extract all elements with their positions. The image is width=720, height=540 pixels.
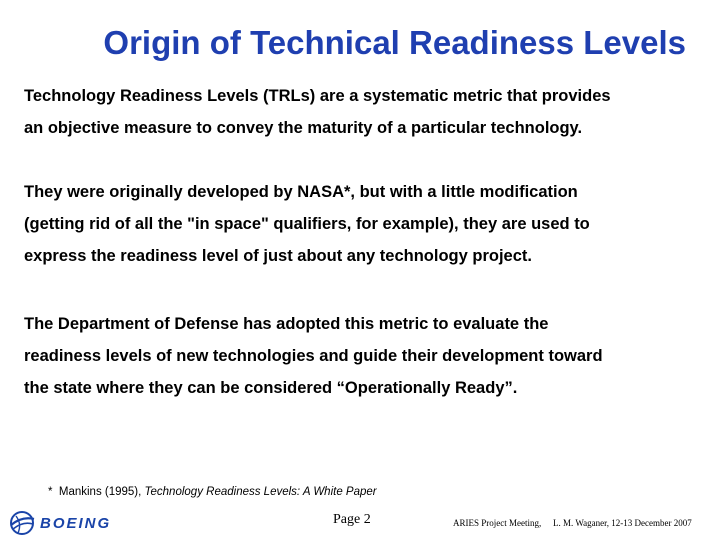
boeing-logo [8, 510, 111, 536]
page-number: Page 2 [333, 512, 371, 527]
footnote-work-title: Technology Readiness Levels: A White Paper [144, 486, 377, 498]
footnote [48, 486, 377, 498]
paragraph-line: express the readiness level of just about any technology project. [24, 247, 532, 265]
boeing-globe-icon [8, 510, 36, 536]
meeting-name: ARIES Project Meeting, [453, 518, 542, 528]
paragraph-dod-adoption [24, 308, 704, 404]
paragraph-nasa-origin [24, 176, 704, 272]
author-date: L. M. Waganer, 12-13 December 2007 [553, 518, 692, 528]
paragraph-line: (getting rid of all the "in space" qualifiers, for example), they are used to [24, 215, 590, 233]
boeing-logo-text: BOEING [40, 514, 112, 532]
paragraph-line: an objective measure to convey the maturity of a particular technology. [24, 119, 583, 137]
paragraph-line: readiness levels of new technologies and guide their development toward [24, 347, 603, 365]
footnote-citation: Mankins (1995), [58, 486, 142, 498]
paragraph-line: They were originally developed by NASA*, but with a little modification [24, 183, 578, 201]
footnote-marker: * [48, 486, 53, 498]
slide-title: Origin of Technical Readiness Levels [103, 24, 686, 61]
paragraph-line: Technology Readiness Levels (TRLs) are a systematic metric that provides [24, 87, 611, 105]
paragraph-trl-definition [24, 80, 704, 144]
paragraph-line: The Department of Defense has adopted this metric to evaluate the [24, 315, 549, 333]
paragraph-line: the state where they can be considered “Operationally Ready”. [24, 379, 518, 397]
